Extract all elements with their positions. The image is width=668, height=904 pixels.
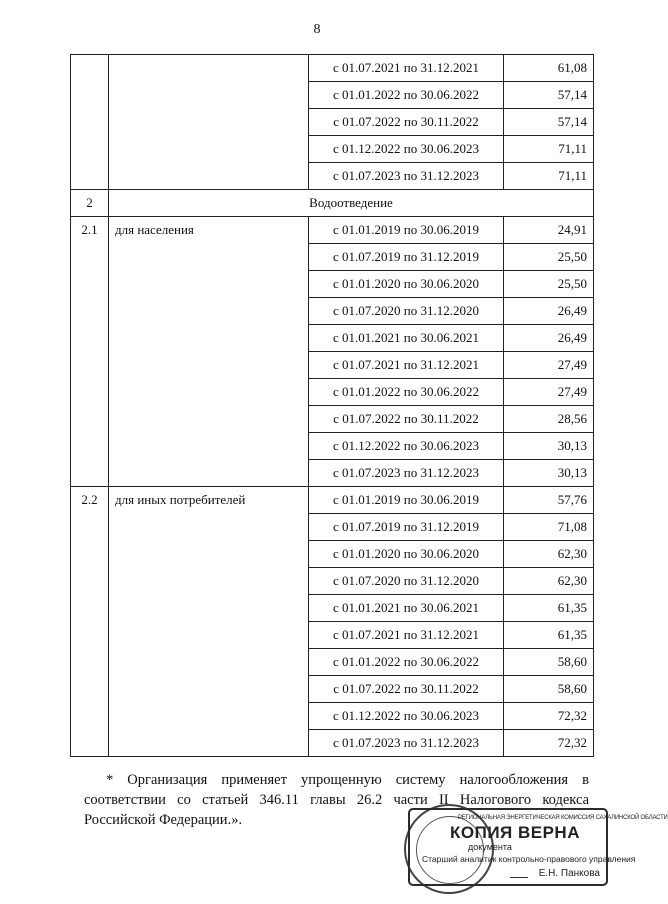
tariff-value-cell: 30,13 bbox=[504, 433, 594, 460]
period-cell: с 01.01.2022 по 30.06.2022 bbox=[309, 379, 504, 406]
consumer-category: для населения bbox=[109, 217, 309, 487]
period-cell: с 01.07.2022 по 30.11.2022 bbox=[309, 406, 504, 433]
period-cell: с 01.01.2022 по 30.06.2022 bbox=[309, 82, 504, 109]
tariff-value-cell: 57,76 bbox=[504, 487, 594, 514]
period-cell: с 01.07.2021 по 31.12.2021 bbox=[309, 352, 504, 379]
table-row bbox=[71, 217, 594, 244]
period-cell: с 01.01.2019 по 30.06.2019 bbox=[309, 217, 504, 244]
section-title: Водоотведение bbox=[109, 190, 594, 217]
page-number: 8 bbox=[313, 22, 321, 37]
tariff-value-cell: 26,49 bbox=[504, 325, 594, 352]
period-cell: с 01.01.2021 по 30.06.2021 bbox=[309, 325, 504, 352]
period-cell: с 01.07.2021 по 31.12.2021 bbox=[309, 55, 504, 82]
tariff-value-cell: 71,11 bbox=[504, 136, 594, 163]
period-cell: с 01.07.2023 по 31.12.2023 bbox=[309, 460, 504, 487]
signature-line bbox=[510, 877, 528, 878]
tariff-value-cell: 72,32 bbox=[504, 730, 594, 757]
tariff-value-cell: 27,49 bbox=[504, 379, 594, 406]
tariff-value-cell: 71,08 bbox=[504, 514, 594, 541]
tariff-value-cell: 71,11 bbox=[504, 163, 594, 190]
stamp-title: КОПИЯ ВЕРНА bbox=[450, 823, 580, 842]
table-row bbox=[71, 55, 594, 82]
period-cell: с 01.07.2022 по 30.11.2022 bbox=[309, 676, 504, 703]
period-cell: с 01.07.2020 по 31.12.2020 bbox=[309, 298, 504, 325]
tariff-value-cell: 26,49 bbox=[504, 298, 594, 325]
period-cell: с 01.12.2022 по 30.06.2023 bbox=[309, 703, 504, 730]
period-cell: с 01.01.2019 по 30.06.2019 bbox=[309, 487, 504, 514]
period-cell: с 01.07.2021 по 31.12.2021 bbox=[309, 622, 504, 649]
consumer-cell bbox=[109, 55, 309, 190]
period-cell: с 01.07.2023 по 31.12.2023 bbox=[309, 163, 504, 190]
footnote-text: * Организация применяет упрощенную систему налогообложения в соответствии со статьей 346.11 главы 26.2 части II Налогового кодекса Российской Федерации.». bbox=[84, 772, 589, 828]
certified-copy-stamp bbox=[408, 808, 668, 886]
period-cell: с 01.01.2021 по 30.06.2021 bbox=[309, 595, 504, 622]
period-cell: с 01.12.2022 по 30.06.2023 bbox=[309, 136, 504, 163]
stamp-header: РЕГИОНАЛЬНАЯ ЭНЕРГЕТИЧЕСКАЯ КОМИССИЯ САХАЛИНСКОЙ ОБЛАСТИ bbox=[458, 815, 668, 821]
tariff-value-cell: 62,30 bbox=[504, 568, 594, 595]
tariff-value-cell: 62,30 bbox=[504, 541, 594, 568]
tariff-value-cell: 24,91 bbox=[504, 217, 594, 244]
period-cell: с 01.07.2023 по 31.12.2023 bbox=[309, 730, 504, 757]
tariff-value-cell: 25,50 bbox=[504, 244, 594, 271]
period-cell: с 01.07.2022 по 30.11.2022 bbox=[309, 109, 504, 136]
tariff-value-cell: 58,60 bbox=[504, 649, 594, 676]
stamp-signer: Е.Н. Панкова bbox=[538, 868, 600, 879]
tariff-value-cell: 61,35 bbox=[504, 595, 594, 622]
period-cell: с 01.01.2020 по 30.06.2020 bbox=[309, 271, 504, 298]
group-number: 2.2 bbox=[71, 487, 109, 757]
period-cell: с 01.07.2019 по 31.12.2019 bbox=[309, 244, 504, 271]
period-cell: с 01.12.2022 по 30.06.2023 bbox=[309, 433, 504, 460]
period-cell: с 01.01.2020 по 30.06.2020 bbox=[309, 541, 504, 568]
tariff-value-cell: 61,35 bbox=[504, 622, 594, 649]
tariff-value-cell: 25,50 bbox=[504, 271, 594, 298]
group-number: 2.1 bbox=[71, 217, 109, 487]
consumer-category: для иных потребителей bbox=[109, 487, 309, 757]
tariff-table-body bbox=[71, 55, 594, 757]
table-row bbox=[71, 487, 594, 514]
tariff-value-cell: 27,49 bbox=[504, 352, 594, 379]
tariff-value-cell: 57,14 bbox=[504, 82, 594, 109]
tariff-value-cell: 61,08 bbox=[504, 55, 594, 82]
period-cell: с 01.07.2020 по 31.12.2020 bbox=[309, 568, 504, 595]
section-row bbox=[71, 190, 594, 217]
item-number-cell bbox=[71, 55, 109, 190]
section-number: 2 bbox=[71, 190, 109, 217]
tariff-value-cell: 72,32 bbox=[504, 703, 594, 730]
period-cell: с 01.07.2019 по 31.12.2019 bbox=[309, 514, 504, 541]
stamp-position: Старший аналитик контрольно-правового управления bbox=[422, 854, 636, 864]
tariff-table bbox=[70, 54, 594, 757]
tariff-value-cell: 30,13 bbox=[504, 460, 594, 487]
period-cell: с 01.01.2022 по 30.06.2022 bbox=[309, 649, 504, 676]
stamp-subtitle: документа bbox=[468, 842, 512, 852]
tariff-value-cell: 28,56 bbox=[504, 406, 594, 433]
tariff-value-cell: 57,14 bbox=[504, 109, 594, 136]
tariff-value-cell: 58,60 bbox=[504, 676, 594, 703]
